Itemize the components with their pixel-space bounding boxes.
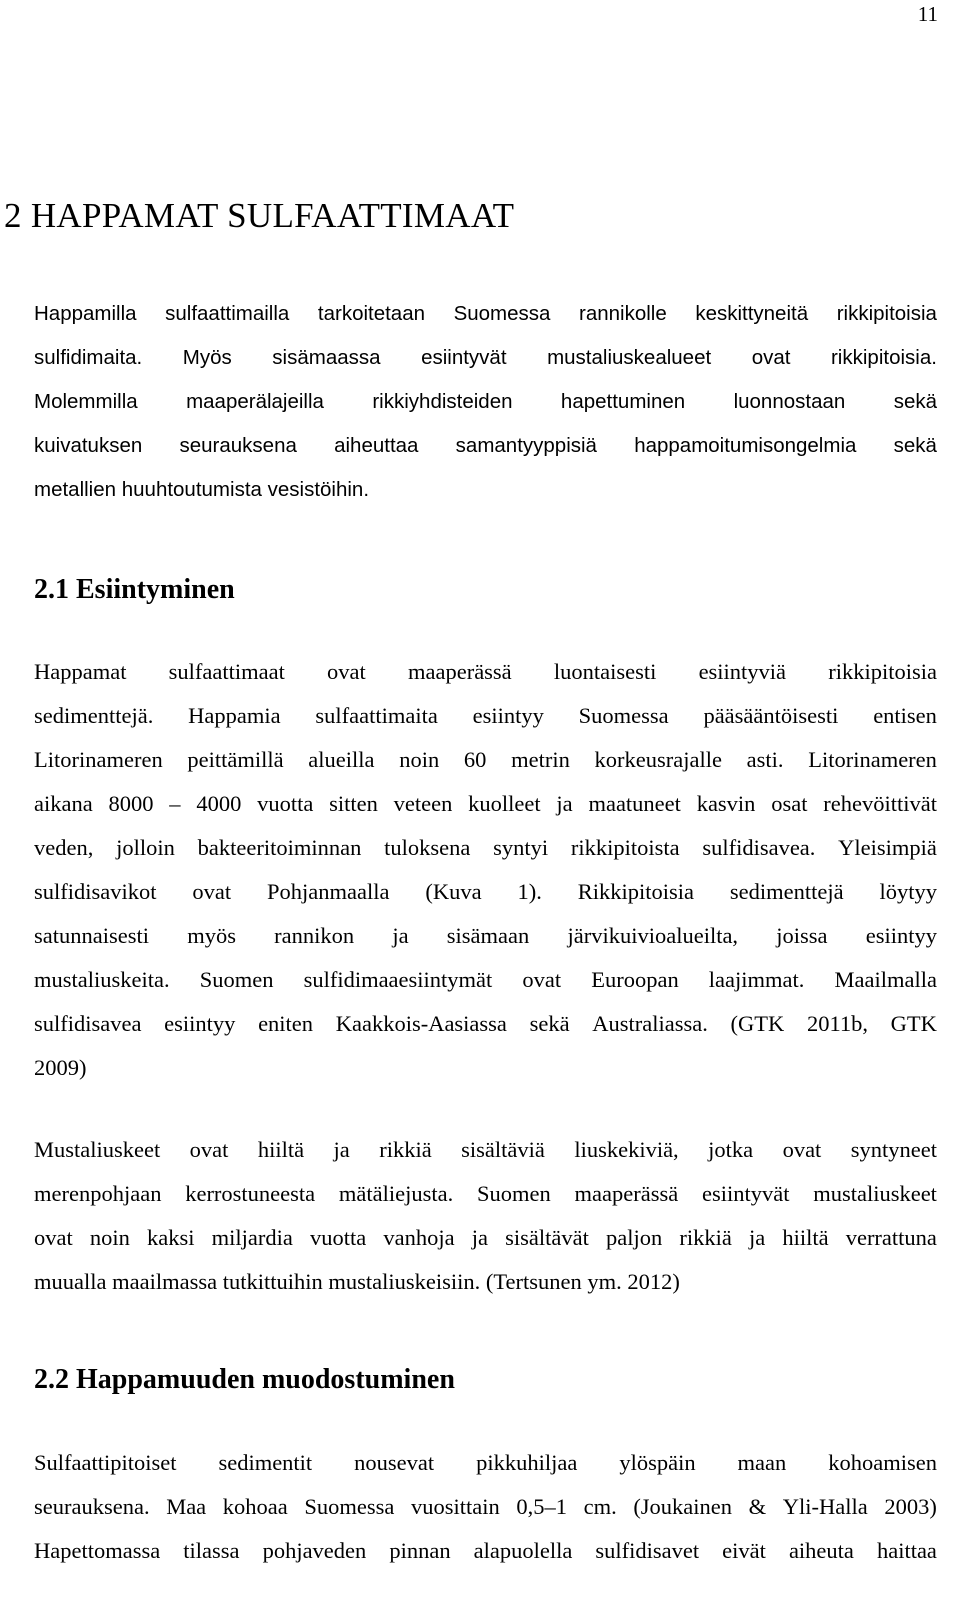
paragraph-line: sulfidisavea esiintyy eniten Kaakkois-Aasiassa sekä Australiassa. (GTK 2011b, GTK (34, 1011, 937, 1036)
paragraph-line: mustaliuskeita. Suomen sulfidimaaesiintymät ovat Euroopan laajimmat. Maailmalla (34, 967, 937, 992)
paragraph-line: aikana 8000 – 4000 vuotta sitten veteen kuolleet ja maatuneet kasvin osat rehevöittivät (34, 791, 937, 816)
chapter-title: 2 HAPPAMAT SULFAATTIMAAT (4, 196, 515, 235)
paragraph-line: Molemmilla maaperälajeilla rikkiyhdisteiden hapettuminen luonnostaan sekä (34, 390, 937, 413)
paragraph-line: kuivatuksen seurauksena aiheuttaa samantyyppisiä happamoitumisongelmia sekä (34, 434, 937, 457)
paragraph-line: seurauksena. Maa kohoaa Suomessa vuosittain 0,5–1 cm. (Joukainen & Yli-Halla 2003) (34, 1494, 937, 1519)
paragraph-line: veden, jolloin bakteeritoiminnan tuloksena syntyi rikkipitoista sulfidisavea. Yleisimpiä (34, 835, 937, 860)
intro-paragraph (34, 292, 937, 512)
paragraph-line: sedimenttejä. Happamia sulfaattimaita esiintyy Suomessa pääsääntöisesti entisen (34, 703, 937, 728)
section-2-1-paragraph-1 (34, 650, 937, 1090)
paragraph-line: sulfidimaita. Myös sisämaassa esiintyvät mustaliuskealueet ovat rikkipitoisia. (34, 346, 937, 369)
page-number: 11 (917, 2, 938, 26)
paragraph-line: 2009) (34, 1055, 87, 1080)
paragraph-line: sulfidisavikot ovat Pohjanmaalla (Kuva 1). Rikkipitoisia sedimenttejä löytyy (34, 879, 937, 904)
paragraph-line: satunnaisesti myös rannikon ja sisämaan järvikuivioalueilta, joissa esiintyy (34, 923, 937, 948)
section-2-2-paragraph-1 (34, 1441, 937, 1573)
paragraph-line: ovat noin kaksi miljardia vuotta vanhoja ja sisältävät paljon rikkiä ja hiiltä verrattuna (34, 1225, 937, 1250)
paragraph-line: Litorinameren peittämillä alueilla noin 60 metrin korkeusrajalle asti. Litorinameren (34, 747, 937, 772)
paragraph-line: Happamat sulfaattimaat ovat maaperässä luontaisesti esiintyviä rikkipitoisia (34, 659, 937, 684)
section-2-1-paragraph-2 (34, 1128, 937, 1304)
paragraph-line: metallien huuhtoutumista vesistöihin. (34, 478, 370, 501)
paragraph-line: muualla maailmassa tutkittuihin mustaliuskeisiin. (Tertsunen ym. 2012) (34, 1269, 680, 1294)
paragraph-line: Sulfaattipitoiset sedimentit nousevat pikkuhiljaa ylöspäin maan kohoamisen (34, 1450, 937, 1475)
paragraph-line: Hapettomassa tilassa pohjaveden pinnan alapuolella sulfidisavet eivät aiheuta haittaa (34, 1538, 937, 1563)
section-title-2-1: 2.1 Esiintyminen (34, 574, 235, 605)
paragraph-line: Happamilla sulfaattimailla tarkoitetaan Suomessa rannikolle keskittyneitä rikkipitoisia (34, 302, 937, 325)
paragraph-line: Mustaliuskeet ovat hiiltä ja rikkiä sisältäviä liuskekiviä, jotka ovat syntyneet (34, 1137, 937, 1162)
section-title-2-2: 2.2 Happamuuden muodostuminen (34, 1364, 455, 1395)
paragraph-line: merenpohjaan kerrostuneesta mätäliejusta. Suomen maaperässä esiintyvät mustaliuskeet (34, 1181, 937, 1206)
